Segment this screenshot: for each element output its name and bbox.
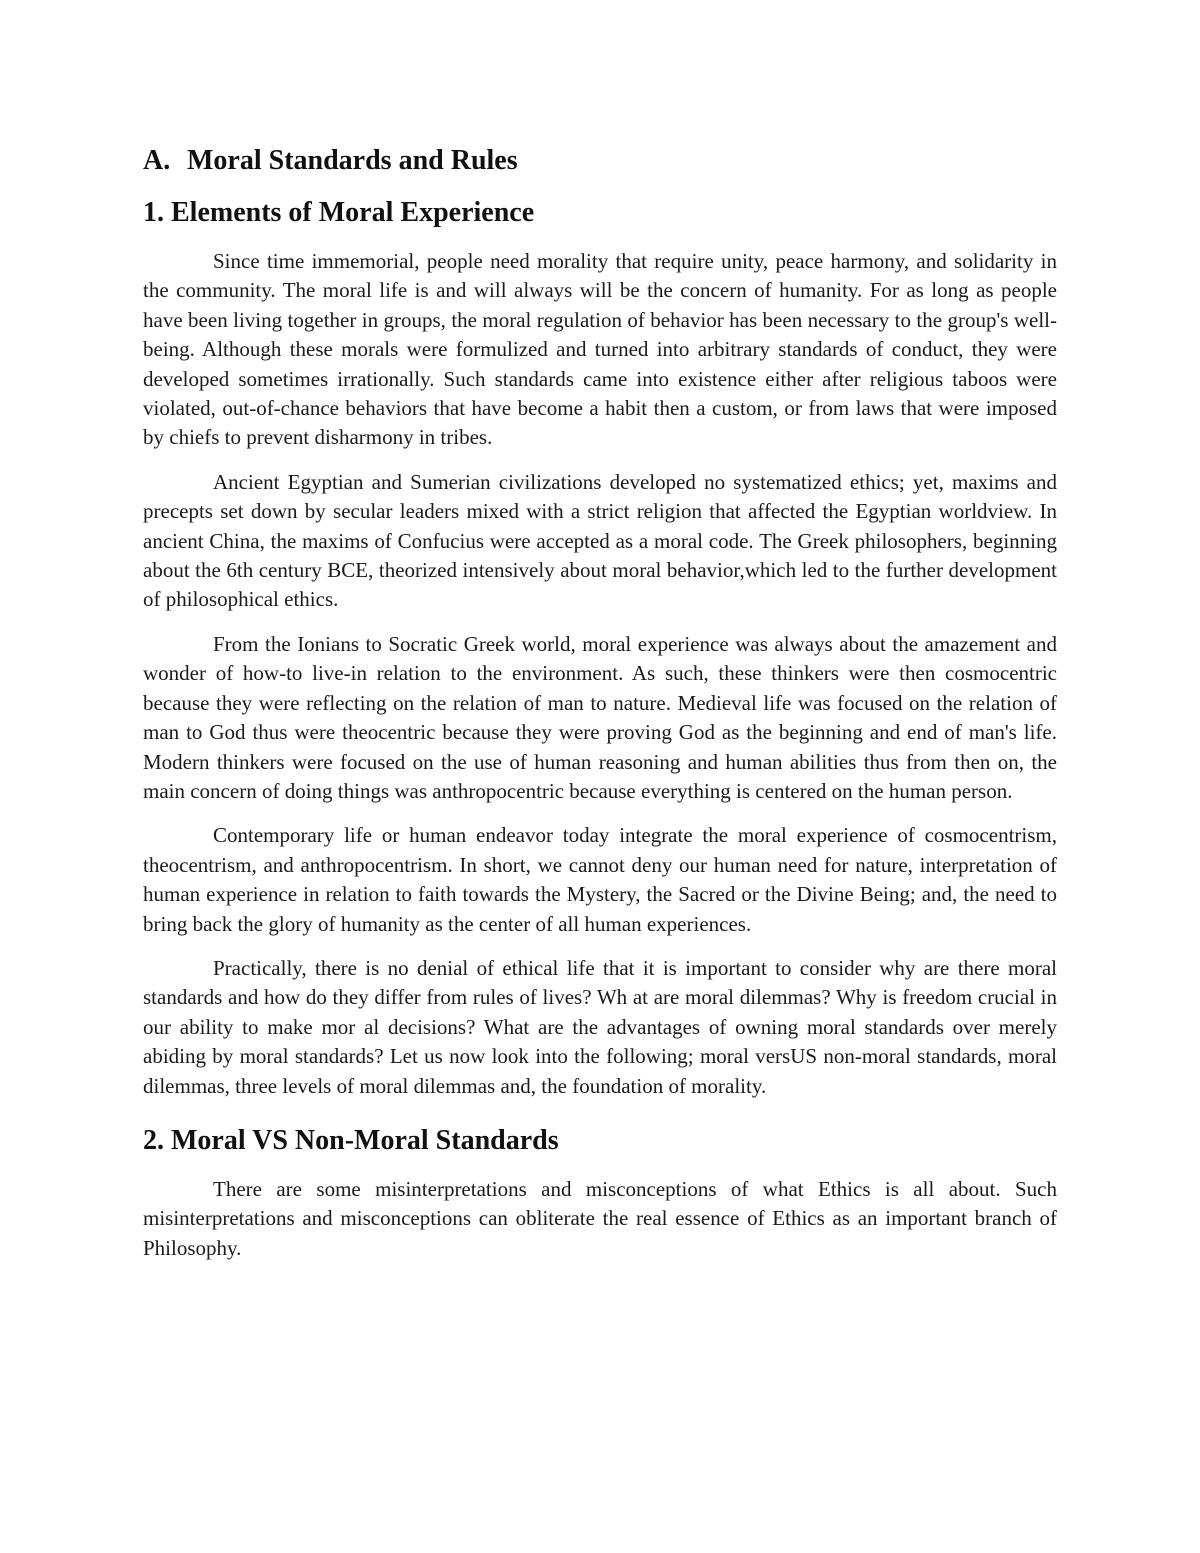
- section-1-heading: 1. Elements of Moral Experience: [143, 197, 535, 228]
- section-2-paragraph: There are some misinterpretations and misconceptions of what Ethics is all about. Such misinterpretations and misconceptions can obliterate the real essence of Ethics as an important branch of Philosophy.: [143, 1176, 1057, 1260]
- page-content: [143, 143, 1057, 1278]
- section-1-paragraph: From the Ionians to Socratic Greek world, moral experience was always about the amazement and wonder of how-to live-in relation to the environment. As such, these thinkers were then cosmocentric because they were reflecting on the relation of man to nature. Medieval life was focused on the relation of man to God thus were theocentric because they were proving God as the beginning and end of man's life. Modern thinkers were focused on the use of human reasoning and human abilities thus from then on, the main concern of doing things was anthropocentric because everything is centered on the human person.: [143, 631, 1057, 803]
- section-1-paragraph: Ancient Egyptian and Sumerian civilizations developed no systematized ethics; yet, maxims and precepts set down by secular leaders mixed with a strict religion that affected the Egyptian worldview. In ancient China, the maxims of Confucius were accepted as a moral code. The Greek philosophers, beginning about the 6th century BCE, theorized intensively about moral behavior,which led to the further development of philosophical ethics.: [143, 469, 1057, 612]
- section-a-heading: [143, 143, 1057, 179]
- section-1-paragraph: Contemporary life or human endeavor today integrate the moral experience of cosmocentrism, theocentrism, and anthropocentrism. In short, we cannot deny our human need for nature, interpretation of human experience in relation to faith towards the Mystery, the Sacred or the Divine Being; and, the need to bring back the glory of humanity as the center of all human experiences.: [143, 823, 1057, 936]
- section-a-title: Moral Standards and Rules: [187, 145, 518, 176]
- section-1-paragraph: Since time immemorial, people need morality that require unity, peace harmony, and solidarity in the community. The moral life is and will always will be the concern of humanity. For as long as people have been living together in groups, the moral regulation of behavior has been necessary to the group's well-being. Although these morals were formulized and turned into arbitrary standards of conduct, they were developed sometimes irrationally. Such standards came into existence either after religious taboos were violated, out-of-chance behaviors that have become a habit then a custom, or from laws that were imposed by chiefs to prevent disharmony in tribes.: [143, 249, 1057, 450]
- section-a-letter: A.: [143, 145, 171, 176]
- section-1-paragraph: Practically, there is no denial of ethical life that it is important to consider why are there moral standards and how do they differ from rules of lives? Wh at are moral dilemmas? Why is freedom crucial in our ability to make mor al decisions? What are the advantages of owning moral standards over merely abiding by moral standards? Let us now look into the following; moral versUS non-moral standards, moral dilemmas, three levels of moral dilemmas and, the foundation of morality.: [143, 955, 1057, 1098]
- section-2-heading: 2. Moral VS Non-Moral Standards: [143, 1124, 559, 1156]
